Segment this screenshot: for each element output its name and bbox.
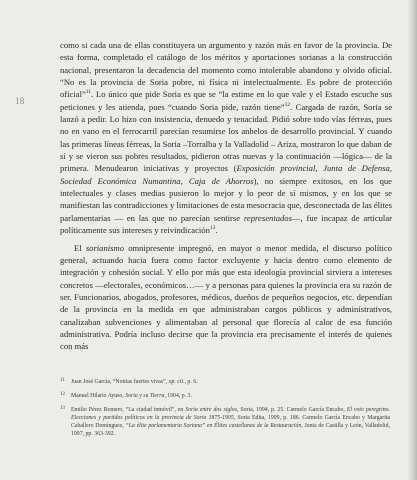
italic-text: op. cit. xyxy=(168,379,185,385)
footnote-text: Juan José García, “Notitas fuertes vivas”, op. cit., p. 6. xyxy=(71,379,198,385)
paragraph-2: El sorianismo omnipresente impregnó, en mayor o menor medida, el discurso político general, actuando hacia fuera como factor excluyente y hacia dentro como elemento de integración y cohesión social. Y ello por más que esta ideología provincial sirviera a intereses concretos —electorales, económicos…— y a personas para quienes la provincia era su razón de ser. Funcionarios, abogados, profesores, médicos, dueños de pequeños negocios, etc. dependían de la provincia en la medida en que administraban cargos públicos y administrativos, canalizaban subvenciones y alimentaban al personal que florecía al calor de esa función administrativa. Podría incluso decirse que la provincia era precisamente el interés de quienes con más xyxy=(60,242,392,352)
italic-text: El voto peregrino. Elecciones y partidos políticos en la provincia de Soria 1875-1905 xyxy=(71,407,390,422)
italic-text: sorianismo xyxy=(85,242,125,253)
page-edge-shadow xyxy=(407,0,417,480)
footnote-number: 12 xyxy=(60,392,65,398)
italic-text: Soria entre dos siglos xyxy=(185,407,238,414)
body-text xyxy=(60,39,392,353)
footnote-number: 13 xyxy=(60,406,65,412)
footnote xyxy=(60,378,390,386)
footnote xyxy=(60,392,390,400)
italic-text: “La élite parlamentaria Soriana” en Élites castellanas de la Restauración xyxy=(125,423,302,430)
footnote-marker: 13 xyxy=(209,225,216,232)
italic-text: Exposición provincial, Junta de Defensa, Sociedad Económica Numantina, Caja de Ahorros xyxy=(60,163,392,186)
footnote-number: 11 xyxy=(60,378,65,383)
footnote-marker: 11 xyxy=(85,89,92,96)
page-number: 18 xyxy=(15,96,25,106)
footnote xyxy=(60,406,390,438)
footnote-marker: 12 xyxy=(284,101,291,108)
footnote-text: Manuel Hilario Ayuso, Soria y su Tierra, 1904, p. 3. xyxy=(71,393,192,400)
italic-text: representados xyxy=(243,212,292,223)
italic-text: Soria y su Tierra xyxy=(125,393,165,400)
footnote-text: Emilio Pérez Romero, “La ciudad inmóvil”, en Soria entre dos siglos, Soria, 1994, p. 25. Carmelo García Encabo, El voto peregrino. Elecciones y partidos políticos en la provincia de Soria 1875-1905, Soria Edita, 1999, p. 186. Carmelo García Encabo y Margarita Caballero Domínguez, “La élite parlamentaria Soriana” en Élites castellanas de la Restauración, Junta de Castilla y León, Valladolid, 1997, pp. 363-392. xyxy=(71,407,390,438)
paragraph-1: como si cada una de ellas constituyera un argumento y razón más en favor de la provincia. De esta forma, completado el catálogo de los méritos y aportaciones sorianas a la construcción nacional, presentaron la decadencia del momento como intolerable abandono y olvido oficial. “No es la provincia de Soria pobre, ni física ni intelectualmente. Es pobre de protección oficial”$^{11}$. Lo único que pide Soria es que se “la estime en lo que vale y el Estado escuche sus peticiones y les atienda, pues “cuando Soria pide, razón tiene”$^{12}$. Cargada de razón, Soria se lanzó a pedir. Lo hizo con insistencia, denuedo y tenacidad. Pidió sobre todo vías férreas, pues no en vano en el ferrocarril parecían resumirse los anhelos de desarrollo provincial. Y cuando las primeras líneas férreas, la Soria –Torralba y la Valladolid – Ariza, mostraron lo que daban de sí y se vieron sus pobres resultados, pidieron otras nuevas y la continuación —lógica— de la primera. Menudearon iniciativas y proyectos (Exposición provincial, Junta de Defensa, Sociedad Económica Numantina, Caja de Ahorros), no siempre exitosos, en los que intelectuales y clases medias pusieron lo mejor y lo peor de sí mismos, y en los que se manifiestan las contradicciones y limitaciones de esta mesocracia que, desconectada de las élites parlamentarias — en las que no parecían sentirse representados—, fue incapaz de articular políticamente sus intereses y reivindicación$^{13}$. xyxy=(60,40,393,236)
footnotes xyxy=(60,378,390,445)
